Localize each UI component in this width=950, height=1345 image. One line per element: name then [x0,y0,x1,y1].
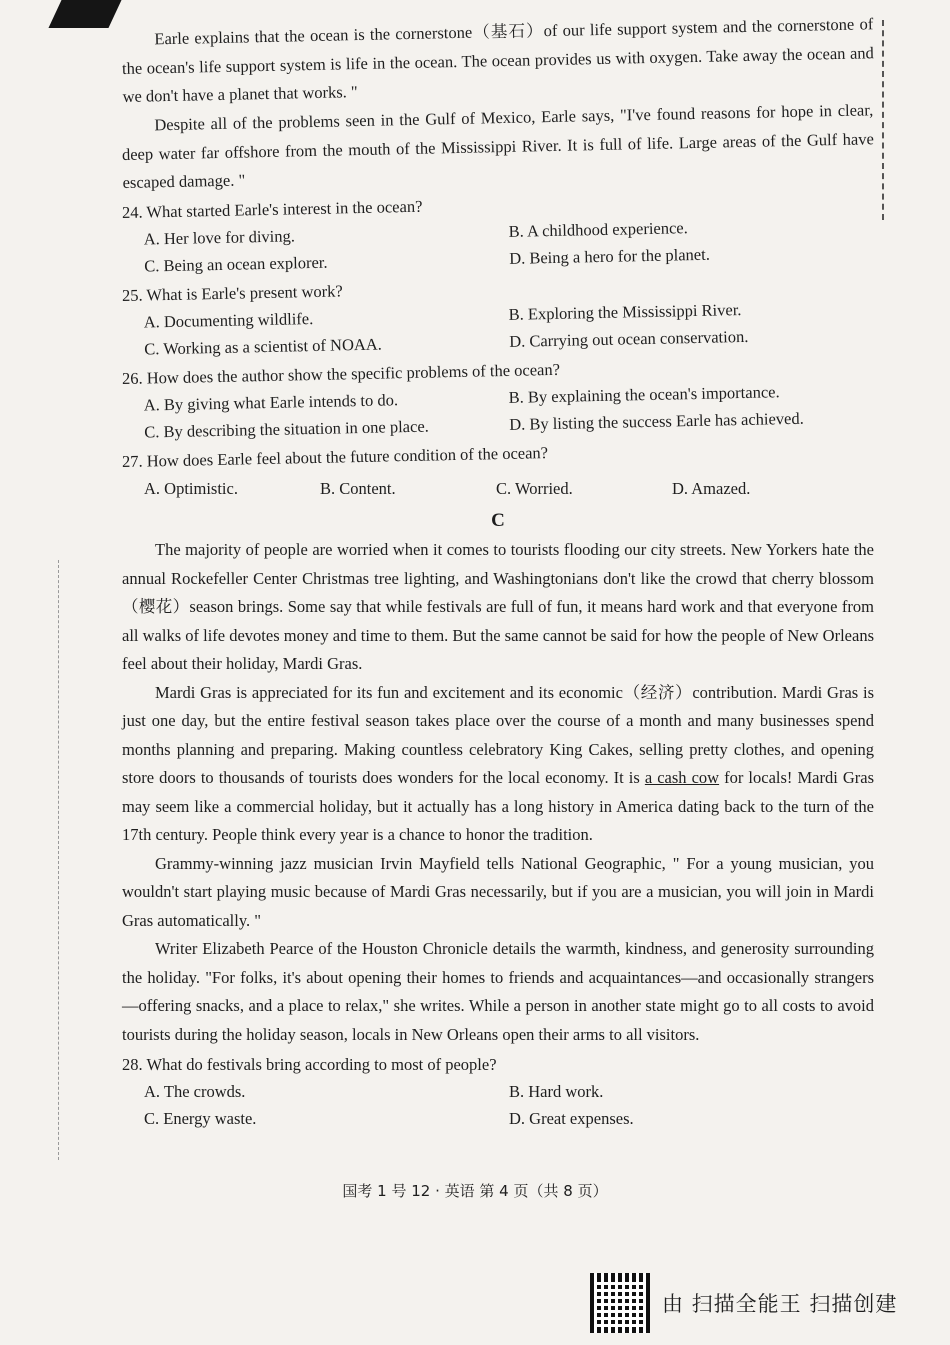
question-stem: 24. What started Earle's interest in the ocean? [121,196,423,222]
passage-c-paragraph-4: Writer Elizabeth Pearce of the Houston Chronicle details the warmth, kindness, and generosity surrounding the holiday. "For folks, it's about opening their homes to friends and acquaintances—and occasionally strangers—offering snacks, and a place to relax," she writes. While a person in another state might go to all costs to avoid tourists during the holiday season, locals in New Orleans open their arms to all visitors. [122,939,874,1044]
option-b: B. Hard work. [509,1082,604,1101]
page-footer: 国考 1 号 12 · 英语 第 4 页（共 8 页） [342,1182,608,1200]
passage-c-paragraph-2: Mardi Gras is appreciated for its fun and excitement and its economic（经济）contribution. Mardi Gras is just one day, but the entire festival season takes place over the course of a month and many businesses spend months planning and preparing. Making countless celebratory King Cakes, selling pretty clothes, and opening store doors to thousands of tourists does wonders for the local economy. It is a cash cow for locals! Mardi Gras may seem like a commercial holiday, but it actually has a long history in America dating back to the turn of the 17th century. People think every year is a chance to honor the tradition. [122,682,874,844]
passage-b-paragraph-1: Earle explains that the ocean is the cornerstone（基石）of our life support system and the cornerstone of the ocean's life support system is life in the ocean. The ocean provides us with oxygen. Take away the ocean and we don't have a planet that works. " [121,14,875,106]
exam-page [121,14,875,1132]
option-a: A. By giving what Earle intends to do. [143,390,399,415]
scanner-watermark [590,1272,930,1334]
scanner-label: 由 扫描全能王 扫描创建 [662,1292,898,1316]
section-heading: C [491,510,505,531]
option-c: C. By describing the situation in one place. [144,416,429,442]
option-a: A. Documenting wildlife. [143,308,314,332]
qr-code-icon[interactable] [590,1273,650,1333]
question-stem: 27. How does Earle feel about the future condition of the ocean? [121,443,549,471]
question-27 [121,443,874,502]
passage-c-paragraph-3: Grammy-winning jazz musician Irvin Mayfield tells National Geographic, " For a young musician, you wouldn't start playing music because of Mardi Gras necessarily, but if you are a musician, you will join in Mardi Gras automatically. " [122,853,874,930]
option-c: C. Working as a scientist of NOAA. [144,334,383,359]
question-options [122,1078,874,1132]
passage-b-paragraph-2: Despite all of the problems seen in the Gulf of Mexico, Earle says, "I've found reasons for hope in clear, deep water far offshore from the mouth of the Mississippi River. It is full of life. Large areas of the Gulf have escaped damage. " [121,99,875,192]
option-d: D. Being a hero for the planet. [508,244,711,268]
question-stem: 25. What is Earle's present work? [121,281,343,305]
option-d: D. Great expenses. [509,1109,634,1128]
question-28 [122,1051,874,1132]
option-a: A. The crowds. [144,1082,246,1101]
option-b: B. Content. [320,479,396,498]
option-d: D. Carrying out ocean conservation. [508,326,749,351]
binding-line [882,20,884,220]
option-d: D. By listing the success Earle has achieved. [508,408,804,434]
scan-corner-mark [48,0,121,28]
question-options [122,475,874,502]
binding-line-left [58,560,59,1160]
option-b: B. A childhood experience. [508,218,688,241]
option-c: C. Being an ocean explorer. [144,252,328,276]
question-stem: 28. What do festivals bring according to most of people? [122,1055,497,1074]
question-stem: 26. How does the author show the specific problems of the ocean? [121,359,561,388]
option-c: C. Worried. [496,479,573,498]
option-d: D. Amazed. [672,479,751,498]
option-a: A. Optimistic. [144,479,238,498]
underlined-phrase: a cash cow [644,768,720,787]
option-a: A. Her love for diving. [143,226,296,249]
passage-c-paragraph-1: The majority of people are worried when it comes to tourists flooding our city streets. New Yorkers hate the annual Rockefeller Center Christmas tree lighting, and Washingtonians don't like the crowd that cherry blossom（樱花）season brings. Some say that while festivals are full of fun, it means hard work and that everyone from all walks of life devotes money and time to them. But the same cannot be said for how the people of New Orleans feel about their holiday, Mardi Gras. [122,540,874,673]
passage-b-section [121,14,875,502]
option-b: B. By explaining the ocean's importance. [508,382,780,407]
option-b: B. Exploring the Mississippi River. [508,300,742,324]
option-c: C. Energy waste. [144,1109,257,1128]
